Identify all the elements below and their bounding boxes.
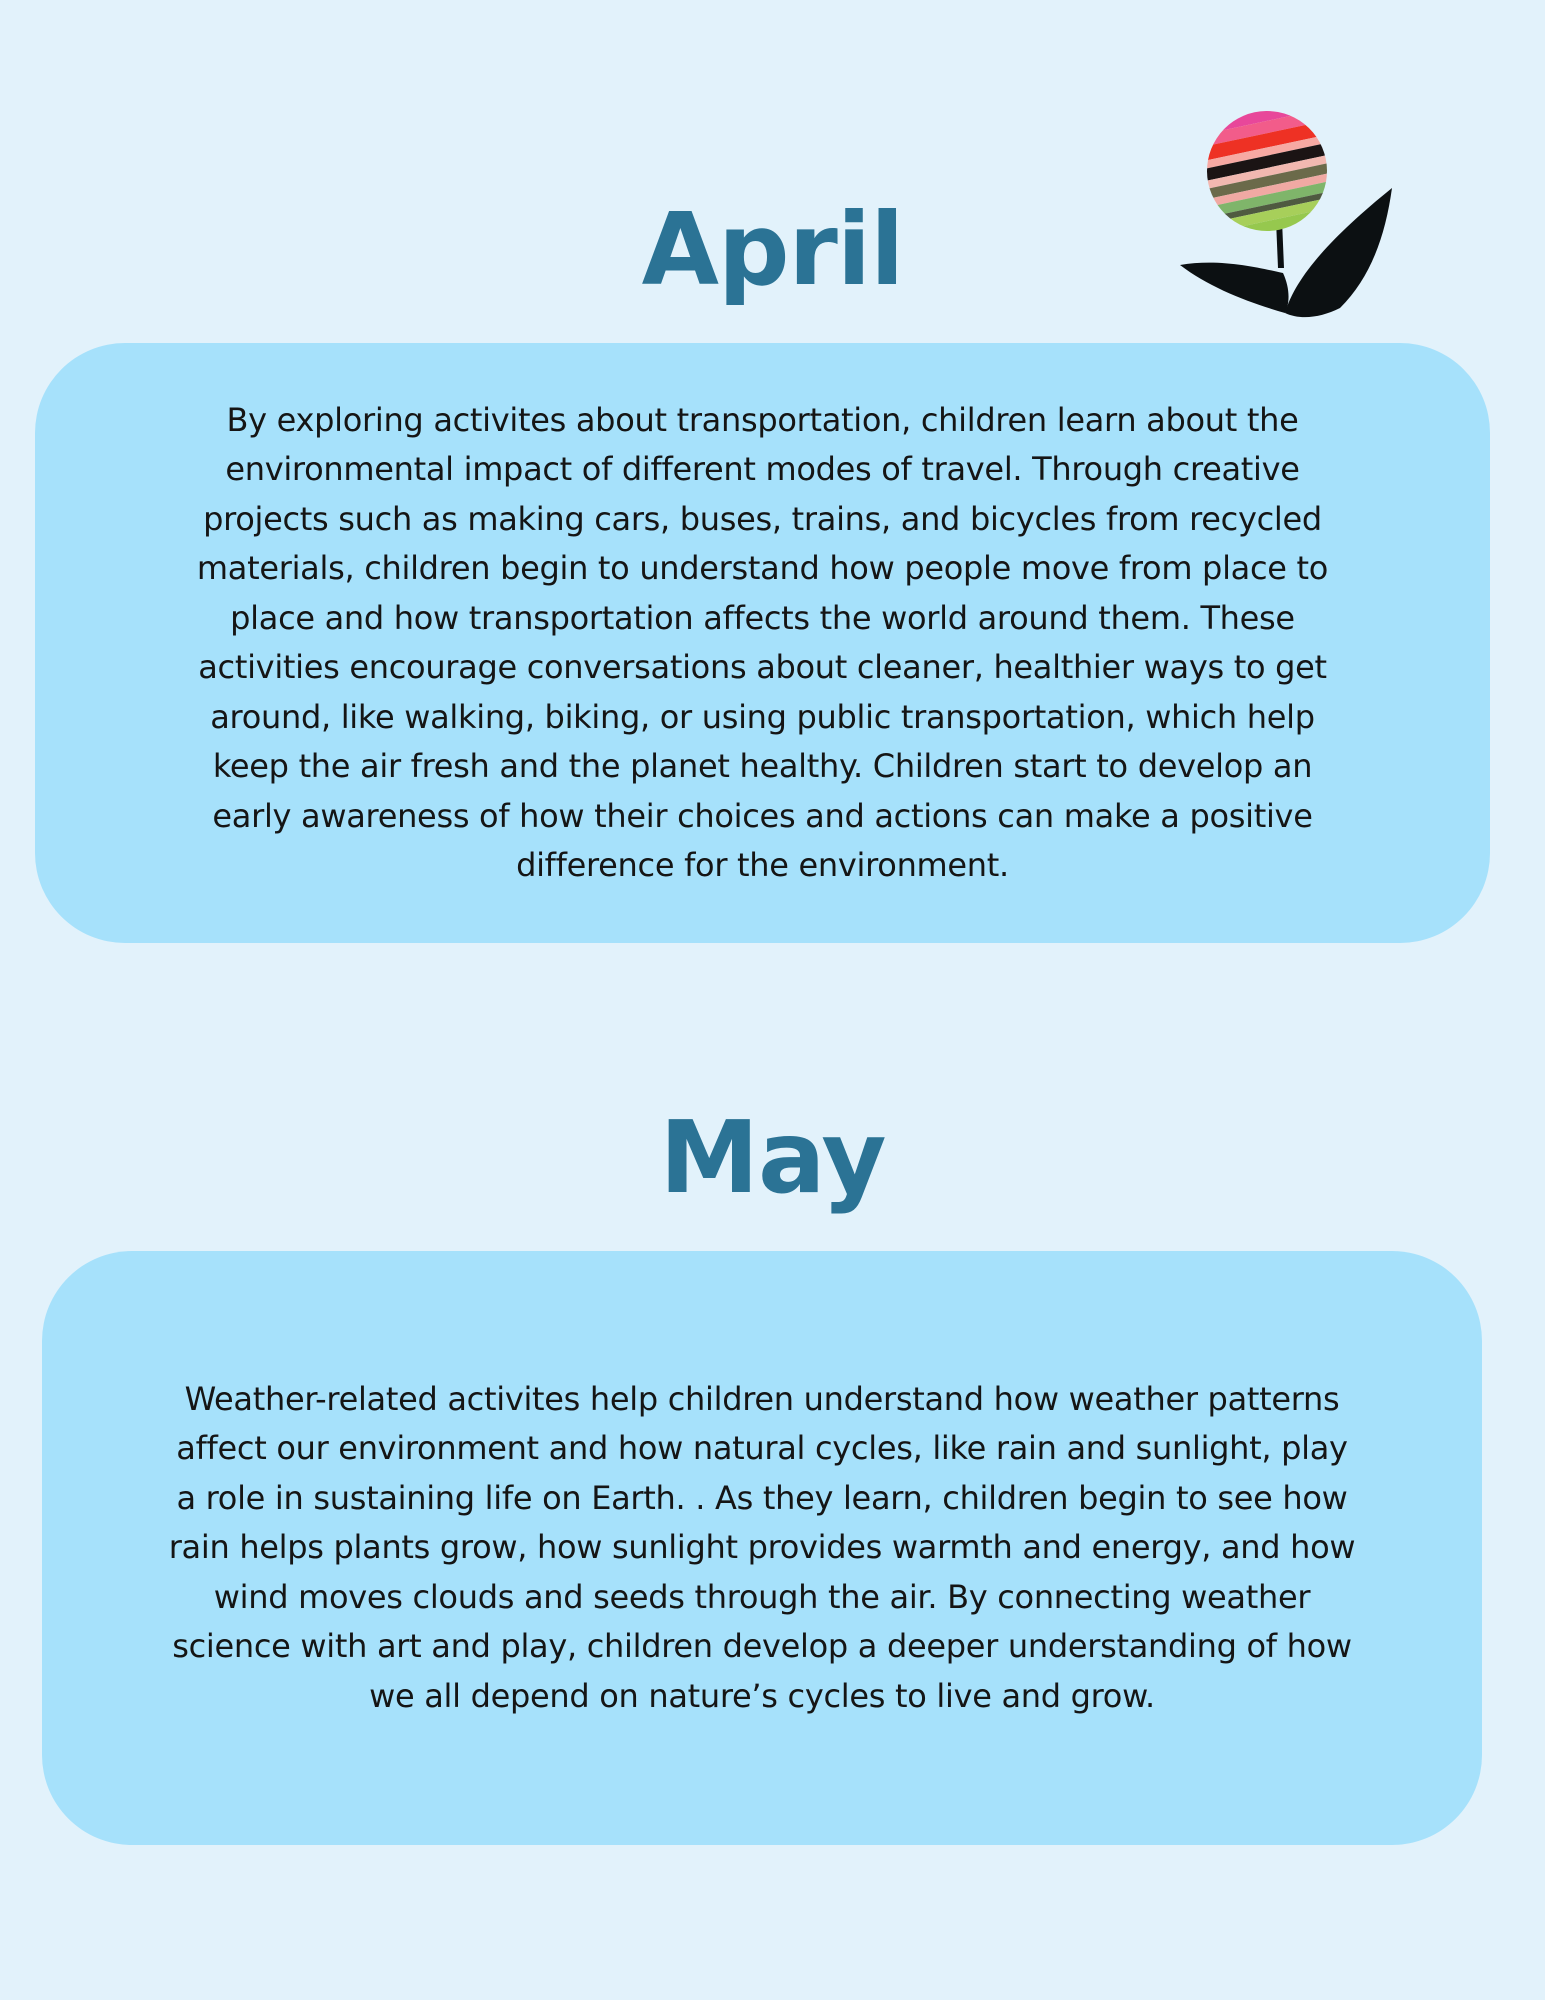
may-card bbox=[42, 1251, 1482, 1845]
april-heading: April bbox=[641, 191, 904, 308]
may-heading: May bbox=[659, 1099, 886, 1216]
striped-flower-icon bbox=[1180, 108, 1395, 320]
may-description: Weather-related activites help children understand how weather patterns affect our environment and how natural cycles, like rain and sunlight, play a role in sustaining life on Earth. . As they learn, children begin to see how rain helps plants grow, how sunlight provides warmth and energy, and how wind moves clouds and seeds through the air. By connecting weather science with art and play, children develop a deeper understanding of how we all depend on nature’s cycles to live and grow. bbox=[168, 1379, 1356, 1715]
april-description: By exploring activites about transportation, children learn about the environmental impact of different modes of travel. Through creative projects such as making cars, buses, trains, and bicycles from recycled materials, children begin to understand how people move from place to place and how transportation affects the world around them. These activities encourage conversations about cleaner, healthier ways to get around, like walking, biking, or using public transportation, which help keep the air fresh and the planet healthy. Children start to develop an early awareness of how their choices and actions can make a positive difference for the environment. bbox=[196, 400, 1329, 884]
april-card bbox=[35, 343, 1490, 943]
